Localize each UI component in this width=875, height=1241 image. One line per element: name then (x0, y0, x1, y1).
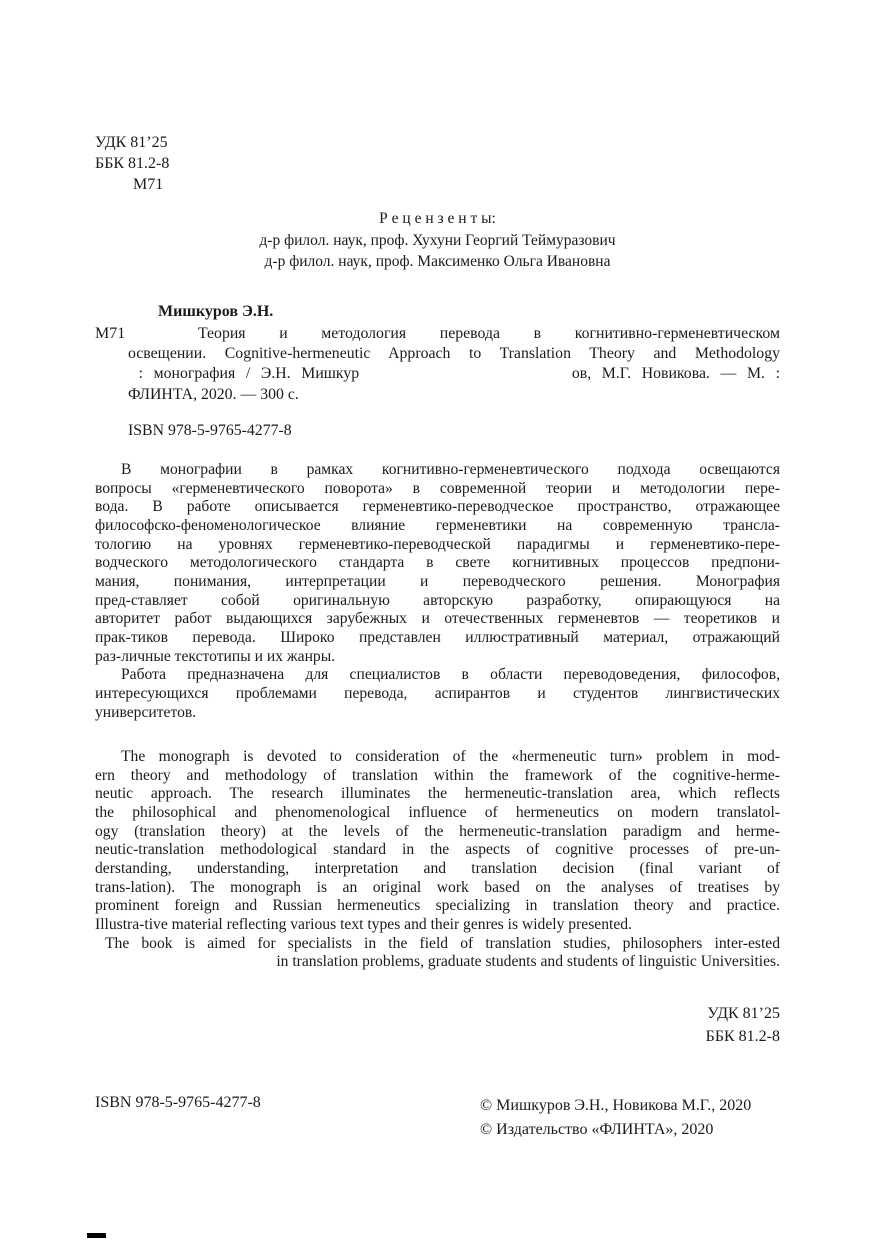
annotation-ru-paragraph-2 (95, 666, 780, 722)
udk-code-bottom: УДК 81’25 (707, 1005, 780, 1022)
text-line: Illustra-tive material reflecting various text types and their genres is widely presented. (95, 915, 632, 933)
text-line: neutic-translation methodological standard in the aspects of cognitive processes of pre-un- (95, 841, 780, 859)
text-line: Теория и методология перевода в когнитивно-герменевтическом (198, 325, 780, 342)
text-line: интересующихся проблемами перевода, аспирантов и студентов лингвистических (95, 684, 780, 702)
text-line: prominent foreign and Russian hermeneutics specializing in translation theory and practice. (95, 897, 780, 915)
text-line: The book is aimed for specialists in the field of translation studies, philosophers inter-ested (105, 934, 780, 952)
bottom-classification-codes (706, 1003, 780, 1048)
text-line: освещении. Cognitive-hermeneutic Approach to Translation Theory and Methodology (128, 345, 780, 363)
text-line: д-р филол. наук, проф. Хухуни Георгий Теймуразович (259, 231, 616, 249)
annotation-english (95, 748, 780, 972)
text-line: В монографии в рамках когнитивно-герменевтического подхода освещаются (121, 461, 780, 478)
text-line: университетов. (95, 703, 197, 721)
reviewers-heading: Р е ц е н з е н т ы: (379, 210, 496, 227)
annotation-en-paragraph-1 (95, 748, 780, 935)
text-line: : монография / Э.Н. Мишкур ов, М.Г. Новикова. — М. : (128, 365, 780, 383)
margin-author-sign-code: М71 (95, 325, 126, 342)
bbk-code-top: ББК 81.2-8 (95, 155, 170, 172)
text-line: мания, понимания, интерпретации и переводческого решения. Монография (95, 572, 780, 590)
isbn-number: ISBN 978-5-9765-4277-8 (128, 422, 292, 439)
top-classification-codes (95, 132, 169, 195)
text-line: ern theory and methodology of translation within the framework of the cognitive-herme- (95, 766, 780, 784)
text-line: д-р филол. наук, проф. Максименко Ольга Ивановна (264, 253, 611, 270)
text-line: ogy (translation theory) at the levels of the hermeneutic-translation paradigm and herme- (95, 822, 780, 840)
text-line: философско-феноменологическое влияние герменевтики на современную трансла- (95, 516, 780, 534)
text-line: тологию на уровнях герменевтико-переводческой парадигмы и герменевтико-пере- (95, 535, 780, 553)
text-line: авторитет работ выдающихся зарубежных и отечественных герменевтов — теоретиков и (95, 610, 780, 628)
text-line: водческого методологического стандарта в свете когнитивных процессов предпони- (95, 554, 780, 572)
text-line: derstanding, understanding, interpretation and translation decision (final variant of (95, 859, 780, 877)
text-line: trans-lation). The monograph is an original work based on the analyses of treatises by (95, 878, 780, 896)
reviewers-list (0, 230, 875, 273)
copyright-block (480, 1094, 780, 1141)
text-line: the philosophical and phenomenological influence of hermeneutics on modern translatol- (95, 803, 780, 821)
text-line: The monograph is devoted to consideration of the «hermeneutic turn» problem in mod- (121, 748, 780, 765)
author-name: Мишкуров Э.Н. (158, 303, 274, 320)
bbk-code-bottom: ББК 81.2-8 (705, 1027, 780, 1045)
text-line: in translation problems, graduate students and students of linguistic Universities. (276, 953, 780, 971)
author-sign-code-top: М71 (133, 176, 164, 193)
text-line: вода. В работе описывается герменевтико-переводческое пространство, отражающее (95, 498, 780, 516)
text-line: вопросы «герменевтического поворота» в современной теории и методологии пере- (95, 479, 780, 497)
text-line: раз-личные текстотипы и их жанры. (95, 647, 336, 665)
annotation-ru-paragraph-1 (95, 461, 780, 666)
text-line: © Мишкуров Э.Н., Новикова М.Г., 2020 (480, 1097, 752, 1114)
text-line: ФЛИНТА, 2020. — 300 с. (128, 385, 299, 403)
footer-row (95, 1094, 780, 1141)
text-line: © Издательство «ФЛИНТА», 2020 (480, 1120, 714, 1138)
udk-code-top: УДК 81’25 (95, 134, 168, 151)
annotation-en-paragraph-2 (95, 935, 780, 972)
scan-artifact-mark (87, 1233, 106, 1238)
text-line: Работа предназначена для специалистов в области переводоведения, философов, (121, 666, 780, 684)
text-line: пред-ставляет собой оригинальную авторскую разработку, опирающуюся на (95, 591, 780, 609)
text-line: neutic approach. The research illuminates the hermeneutic-translation area, which reflects (95, 785, 780, 803)
isbn-number-footer: ISBN 978-5-9765-4277-8 (95, 1094, 261, 1111)
text-line: прак-тиков перевода. Широко представлен иллюстративный материал, отражающий (95, 628, 780, 646)
annotation-russian (95, 461, 780, 722)
reviewers-block (0, 208, 875, 273)
bibliographic-description (128, 324, 780, 405)
